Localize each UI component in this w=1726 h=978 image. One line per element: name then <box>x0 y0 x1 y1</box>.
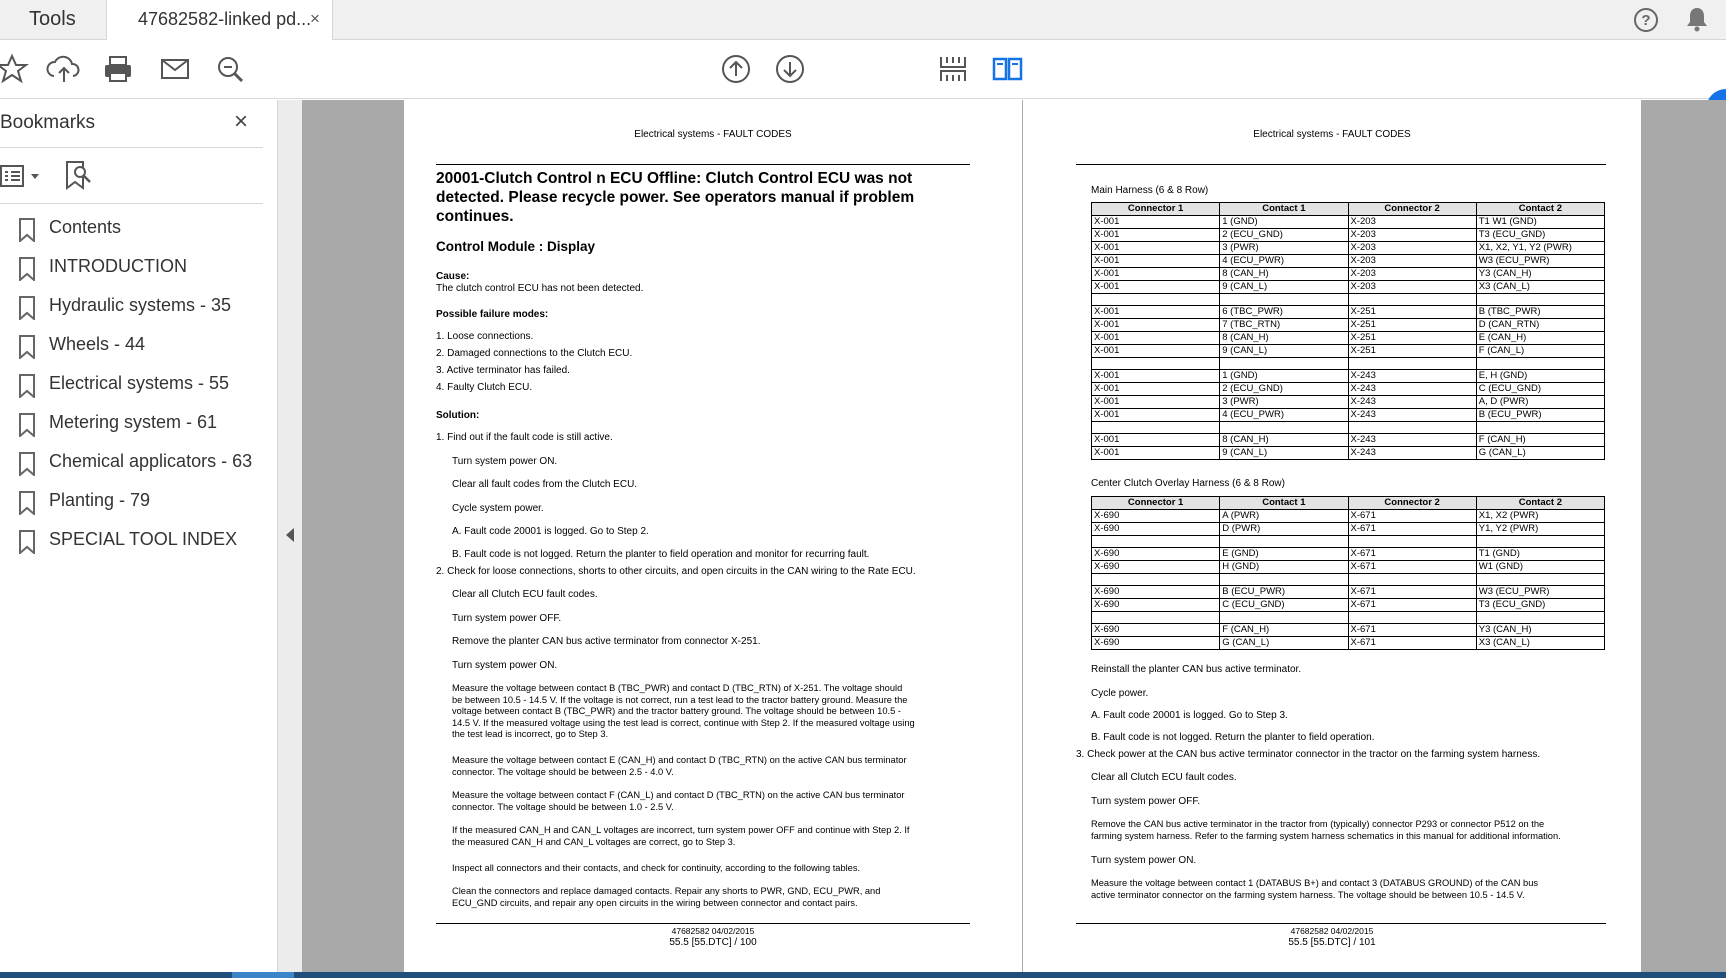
table-row <box>1092 536 1605 548</box>
table-cell: X-001 <box>1092 229 1220 242</box>
bookmark-special-tool-index[interactable] <box>0 525 270 557</box>
table-cell: X-001 <box>1092 216 1220 229</box>
solution-text: Turn system power OFF. <box>452 613 562 624</box>
table-row <box>1092 510 1605 523</box>
collapse-panel-handle[interactable] <box>278 100 302 972</box>
bookmark-icon <box>18 335 36 359</box>
solution-text: Reinstall the planter CAN bus active terminator. <box>1091 664 1302 675</box>
collapse-arrow-icon <box>286 528 294 542</box>
table-cell: 1 (GND) <box>1220 370 1348 383</box>
table-row <box>1092 319 1605 332</box>
bookmarks-panel <box>0 100 278 972</box>
header-rule <box>1076 164 1606 165</box>
table-row <box>1092 396 1605 409</box>
divider <box>0 147 263 148</box>
svg-text:?: ? <box>1641 12 1651 29</box>
table-cell: X-001 <box>1092 409 1220 422</box>
solution-text: Turn system power ON. <box>452 456 558 467</box>
column-header: Connector 1 <box>1092 203 1220 216</box>
table-row <box>1092 255 1605 268</box>
para-line: Measure the voltage between contact 1 (DATABUS B+) and contact 3 (DATABUS GROUND) of the CAN bus <box>1091 878 1539 888</box>
table-cell: X-690 <box>1092 637 1220 650</box>
table-cell: 2 (ECU_GND) <box>1220 383 1348 396</box>
help-icon[interactable] <box>1633 7 1659 33</box>
table-cell: C (ECU_GND) <box>1476 383 1604 396</box>
tab-bar <box>0 0 1726 40</box>
table-cell: W1 (GND) <box>1476 561 1604 574</box>
table-cell: X-251 <box>1348 345 1476 358</box>
header-rule <box>436 164 970 165</box>
bookmark-hydraulic-systems[interactable] <box>0 291 270 323</box>
para-line: Remove the CAN bus active terminator in the tractor from (typically) connector P293 or connector P512 on the <box>1091 819 1545 829</box>
table-cell: E (GND) <box>1220 548 1348 561</box>
table-cell: X-243 <box>1348 447 1476 460</box>
table-cell <box>1092 294 1220 306</box>
para-line: active terminator connector on the farming system harness. The voltage should be between 10.5 - 14.5 V. <box>1091 889 1525 900</box>
column-header: Contact 2 <box>1476 203 1604 216</box>
table-cell: X-001 <box>1092 332 1220 345</box>
solution-text: B. Fault code is not logged. Return the planter to field operation. <box>1091 732 1375 743</box>
table-cell: X-203 <box>1348 255 1476 268</box>
divider <box>0 203 263 204</box>
table-title: Main Harness (6 & 8 Row) <box>1091 185 1209 196</box>
next-page-icon[interactable] <box>770 49 810 89</box>
table-cell: G (CAN_L) <box>1220 637 1348 650</box>
table-cell: F (CAN_H) <box>1220 624 1348 637</box>
bookmark-icon <box>18 296 36 320</box>
table-cell <box>1092 422 1220 434</box>
bookmark-electrical-systems[interactable] <box>0 369 270 401</box>
measure-paragraph <box>452 683 915 741</box>
table-cell: 6 (TBC_PWR) <box>1220 306 1348 319</box>
para-line: farming system harness. Refer to the farming system harness schematics in this manual for additional information. <box>1091 830 1561 841</box>
table-cell: W3 (ECU_PWR) <box>1476 586 1604 599</box>
column-header: Connector 2 <box>1348 497 1476 510</box>
bookmark-label: INTRODUCTION <box>49 256 187 276</box>
print-icon[interactable] <box>98 49 138 89</box>
table-cell: X-690 <box>1092 548 1220 561</box>
table-cell: X-243 <box>1348 409 1476 422</box>
bookmark-label: Wheels - 44 <box>49 334 146 354</box>
table-cell: X-001 <box>1092 255 1220 268</box>
fit-page-icon[interactable] <box>933 49 973 89</box>
table-row <box>1092 281 1605 294</box>
table-cell: X-203 <box>1348 281 1476 294</box>
bookmark-wheels[interactable] <box>0 330 270 362</box>
remove-paragraph <box>1091 819 1561 842</box>
table-cell: X-243 <box>1348 396 1476 409</box>
table-cell: X-001 <box>1092 447 1220 460</box>
solution-text: Turn system power ON. <box>1091 855 1197 866</box>
footer-page-ref: 55.5 [55.DTC] / 101 <box>1288 937 1376 948</box>
column-header: Contact 1 <box>1220 497 1348 510</box>
solution-text: Cycle system power. <box>452 503 544 514</box>
table-row <box>1092 306 1605 319</box>
para-line: Clean the connectors and replace damaged contacts. Repair any shorts to PWR, GND, ECU_PWR, and <box>452 886 881 896</box>
solution-text: Clear all Clutch ECU fault codes. <box>1091 772 1237 783</box>
table-cell: W3 (ECU_PWR) <box>1476 255 1604 268</box>
failure-modes-heading: Possible failure modes: <box>436 309 549 320</box>
notification-bell-icon[interactable] <box>1684 5 1710 33</box>
table-cell: 4 (ECU_PWR) <box>1220 409 1348 422</box>
connector-table-main <box>1091 202 1605 460</box>
email-icon[interactable] <box>155 49 195 89</box>
solution-heading: Solution: <box>436 410 480 421</box>
close-tab-icon[interactable]: × <box>310 9 320 28</box>
table-cell: 1 (GND) <box>1220 216 1348 229</box>
bookmark-metering-system[interactable] <box>0 408 270 440</box>
control-module: Control Module : Display <box>436 239 596 254</box>
solution-text: B. Fault code is not logged. Return the planter to field operation and monitor for recurring fault. <box>452 549 870 560</box>
bookmarks-title: Bookmarks <box>0 112 96 133</box>
table-cell: F (CAN_L) <box>1476 345 1604 358</box>
table-row <box>1092 523 1605 536</box>
table-cell: B (ECU_PWR) <box>1476 409 1604 422</box>
solution-text: A. Fault code 20001 is logged. Go to Step 3. <box>1091 710 1288 721</box>
measure-paragraph <box>452 755 907 778</box>
table-cell <box>1476 536 1604 548</box>
table-cell <box>1220 612 1348 624</box>
table-cell: X-671 <box>1348 637 1476 650</box>
failure-mode: 1. Loose connections. <box>436 331 534 342</box>
measure-paragraph <box>1091 878 1538 901</box>
para-line: the measured CAN_H and CAN_L voltages are correct, go to Step 3. <box>452 836 736 847</box>
table-cell: Y3 (CAN_H) <box>1476 624 1604 637</box>
bookmark-label: Hydraulic systems - 35 <box>49 295 232 315</box>
table-cell: X-203 <box>1348 268 1476 281</box>
table-cell: 8 (CAN_H) <box>1220 332 1348 345</box>
para-line: voltage between contact B (TBC_PWR) and the tractor battery ground. The voltage should be between 10.5 - <box>452 706 901 716</box>
table-cell <box>1220 294 1348 306</box>
table-cell: E (CAN_H) <box>1476 332 1604 345</box>
para-line: connector. The voltage should be between 1.0 - 2.5 V. <box>452 801 674 812</box>
table-cell <box>1476 612 1604 624</box>
table-cell: X-690 <box>1092 586 1220 599</box>
previous-page-icon[interactable] <box>716 49 756 89</box>
table-cell: X-251 <box>1348 306 1476 319</box>
table-row <box>1092 612 1605 624</box>
fault-title-line: 20001-Clutch Control n ECU Offline: Clutch Control ECU was not <box>436 170 913 187</box>
solution-text: Turn system power OFF. <box>1091 796 1201 807</box>
table-row <box>1092 345 1605 358</box>
tab-document[interactable] <box>107 0 333 41</box>
para-line: ECU_GND circuits, and repair any open circuits in the wiring between connector and contact pairs. <box>452 897 858 908</box>
para-line: 14.5 V. If the measured voltage using the test lead is correct, continue with Step 2. If the measured voltage using <box>452 717 915 728</box>
bookmark-contents[interactable] <box>0 213 270 245</box>
para-line: If the measured CAN_H and CAN_L voltages are incorrect, turn system power OFF and continue with Step 2. If <box>452 825 910 835</box>
table-cell <box>1220 536 1348 548</box>
failure-mode: 4. Faulty Clutch ECU. <box>436 382 533 393</box>
para-line: Measure the voltage between contact B (TBC_PWR) and contact D (TBC_RTN) of X-251. The voltage should <box>452 683 903 693</box>
table-cell: 9 (CAN_L) <box>1220 447 1348 460</box>
table-cell <box>1348 422 1476 434</box>
table-cell: E, H (GND) <box>1476 370 1604 383</box>
table-cell: X-671 <box>1348 586 1476 599</box>
table-cell <box>1220 358 1348 370</box>
table-cell: X-001 <box>1092 383 1220 396</box>
table-row <box>1092 599 1605 612</box>
table-cell: X-671 <box>1348 561 1476 574</box>
table-cell: X-001 <box>1092 319 1220 332</box>
table-row <box>1092 447 1605 460</box>
bookmark-label: Planting - 79 <box>49 490 151 510</box>
bookmark-icon <box>18 257 36 281</box>
status-bar <box>0 972 1726 978</box>
table-cell: X-671 <box>1348 523 1476 536</box>
table-cell <box>1476 294 1604 306</box>
footer-doc-id: 47682582 04/02/2015 <box>1290 926 1374 936</box>
table-cell <box>1476 422 1604 434</box>
solution-text: Remove the planter CAN bus active terminator from connector X-251. <box>452 636 761 647</box>
table-cell: T3 (ECU_GND) <box>1476 599 1604 612</box>
table-title: Center Clutch Overlay Harness (6 & 8 Row) <box>1091 478 1285 489</box>
table-row <box>1092 242 1605 255</box>
bookmark-icon <box>18 413 36 437</box>
table-row <box>1092 548 1605 561</box>
fault-title-line: continues. <box>436 208 514 225</box>
table-cell: X-671 <box>1348 624 1476 637</box>
table-cell: Y3 (CAN_H) <box>1476 268 1604 281</box>
close-panel-icon[interactable]: × <box>234 108 249 135</box>
bookmark-icon <box>18 530 36 554</box>
table-row <box>1092 574 1605 586</box>
table-cell <box>1092 612 1220 624</box>
table-row <box>1092 358 1605 370</box>
repair-paragraph <box>452 886 880 909</box>
bookmark-introduction[interactable] <box>0 252 270 284</box>
table-cell: 2 (ECU_GND) <box>1220 229 1348 242</box>
solution-text: Turn system power ON. <box>452 660 558 671</box>
two-page-view-icon[interactable] <box>987 49 1027 89</box>
table-cell: X-001 <box>1092 370 1220 383</box>
table-row <box>1092 332 1605 345</box>
bookmark-icon <box>18 218 36 242</box>
table-row <box>1092 586 1605 599</box>
failure-mode: 3. Active terminator has failed. <box>436 365 570 376</box>
bookmark-label: Chemical applicators - 63 <box>49 451 253 471</box>
table-row <box>1092 561 1605 574</box>
table-cell: T1 W1 (GND) <box>1476 216 1604 229</box>
footer-rule <box>1076 923 1606 924</box>
solution-text: Cycle power. <box>1091 688 1149 699</box>
table-cell: X-243 <box>1348 434 1476 447</box>
table-cell: X-243 <box>1348 383 1476 396</box>
table-cell: 3 (PWR) <box>1220 242 1348 255</box>
table-cell: 9 (CAN_L) <box>1220 345 1348 358</box>
bookmark-options-icon[interactable] <box>0 162 44 190</box>
bookmark-icon <box>18 374 36 398</box>
table-cell <box>1092 536 1220 548</box>
table-cell: 7 (TBC_RTN) <box>1220 319 1348 332</box>
table-cell: X-690 <box>1092 599 1220 612</box>
table-cell: X-671 <box>1348 510 1476 523</box>
bookmark-star-icon[interactable] <box>0 49 32 89</box>
find-bookmark-icon[interactable] <box>64 160 94 190</box>
table-row <box>1092 422 1605 434</box>
inspect-text: Inspect all connectors and their contacts, and check for continuity, according to the following tables. <box>452 863 861 873</box>
measure-paragraph <box>452 825 909 848</box>
tab-document-label: 47682582-linked pd... <box>138 9 312 29</box>
table-cell: X-251 <box>1348 319 1476 332</box>
footer-rule <box>436 923 970 924</box>
footer-doc-id: 47682582 04/02/2015 <box>671 926 755 936</box>
para-line: Measure the voltage between contact E (CAN_H) and contact D (TBC_RTN) on the active CAN bus terminator <box>452 755 907 765</box>
tab-tools[interactable]: Tools <box>0 0 107 40</box>
table-cell: F (CAN_H) <box>1476 434 1604 447</box>
table-row <box>1092 624 1605 637</box>
column-header: Connector 2 <box>1348 203 1476 216</box>
table-row <box>1092 409 1605 422</box>
table-cell: X1, X2 (PWR) <box>1476 510 1604 523</box>
table-cell: 3 (PWR) <box>1220 396 1348 409</box>
table-cell: X-203 <box>1348 229 1476 242</box>
table-cell: X-671 <box>1348 548 1476 561</box>
column-header: Contact 2 <box>1476 497 1604 510</box>
zoom-search-icon[interactable] <box>210 49 250 89</box>
upload-icon[interactable] <box>44 49 84 89</box>
failure-mode: 2. Damaged connections to the Clutch ECU. <box>436 348 633 359</box>
bookmark-icon <box>18 491 36 515</box>
table-cell: X-243 <box>1348 370 1476 383</box>
table-cell: H (GND) <box>1220 561 1348 574</box>
table-cell: X3 (CAN_L) <box>1476 281 1604 294</box>
table-cell: T1 (GND) <box>1476 548 1604 561</box>
table-row <box>1092 294 1605 306</box>
pdf-page-left <box>404 100 1022 972</box>
bookmark-label: SPECIAL TOOL INDEX <box>49 529 238 549</box>
para-line: be between 10.5 - 14.5 V. If the voltage is not correct, run a test lead to the tractor battery ground. Measure the <box>452 694 908 705</box>
table-body <box>1092 216 1605 460</box>
fault-title-line: detected. Please recycle power. See operators manual if problem <box>436 189 915 206</box>
table-cell: A, D (PWR) <box>1476 396 1604 409</box>
table-cell <box>1476 574 1604 586</box>
table-cell: C (ECU_GND) <box>1220 599 1348 612</box>
table-cell <box>1092 574 1220 586</box>
table-cell: X-203 <box>1348 216 1476 229</box>
connector-table-overlay <box>1091 496 1605 650</box>
table-cell: X-203 <box>1348 242 1476 255</box>
cause-heading: Cause: <box>436 271 470 282</box>
table-row <box>1092 229 1605 242</box>
solution-step: 3. Check power at the CAN bus active terminator connector in the tractor on the farming system harness. <box>1076 749 1541 760</box>
table-cell: X-001 <box>1092 281 1220 294</box>
solution-text: Clear all fault codes from the Clutch ECU. <box>452 479 638 490</box>
column-header: Connector 1 <box>1092 497 1220 510</box>
table-cell <box>1092 358 1220 370</box>
bookmark-label: Electrical systems - 55 <box>49 373 230 393</box>
table-cell: X-001 <box>1092 242 1220 255</box>
bookmark-planting[interactable] <box>0 486 270 518</box>
table-cell: X-001 <box>1092 268 1220 281</box>
table-row <box>1092 268 1605 281</box>
table-cell: X3 (CAN_L) <box>1476 637 1604 650</box>
table-cell: B (ECU_PWR) <box>1220 586 1348 599</box>
footer-page-ref: 55.5 [55.DTC] / 100 <box>669 937 757 948</box>
solution-step: 2. Check for loose connections, shorts to other circuits, and open circuits in the CAN wiring to the Rate ECU. <box>436 566 916 577</box>
bookmark-label: Metering system - 61 <box>49 412 218 432</box>
solution-text: A. Fault code 20001 is logged. Go to Step 2. <box>452 526 649 537</box>
table-cell: 8 (CAN_H) <box>1220 434 1348 447</box>
table-cell <box>1348 536 1476 548</box>
table-cell: X-001 <box>1092 345 1220 358</box>
table-cell: 9 (CAN_L) <box>1220 281 1348 294</box>
table-cell: X-001 <box>1092 434 1220 447</box>
table-cell: G (CAN_L) <box>1476 447 1604 460</box>
table-cell: X-001 <box>1092 306 1220 319</box>
table-cell: X-690 <box>1092 561 1220 574</box>
table-row <box>1092 383 1605 396</box>
table-row <box>1092 637 1605 650</box>
para-line: Measure the voltage between contact F (CAN_L) and contact D (TBC_RTN) on the active CAN bus terminator <box>452 790 905 800</box>
table-cell: X1, X2, Y1, Y2 (PWR) <box>1476 242 1604 255</box>
table-cell: 8 (CAN_H) <box>1220 268 1348 281</box>
para-line: connector. The voltage should be between 2.5 - 4.0 V. <box>452 766 674 777</box>
status-highlight <box>232 972 294 978</box>
column-header: Contact 1 <box>1220 203 1348 216</box>
fault-title <box>436 169 914 226</box>
table-cell: X-690 <box>1092 624 1220 637</box>
para-line: the test lead is incorrect, go to Step 3. <box>452 729 609 739</box>
table-cell <box>1348 612 1476 624</box>
table-cell: Y1, Y2 (PWR) <box>1476 523 1604 536</box>
toolbar <box>0 40 1726 99</box>
solution-text: Clear all Clutch ECU fault codes. <box>452 589 598 600</box>
bookmark-icon <box>18 452 36 476</box>
document-viewer[interactable] <box>302 100 1726 972</box>
table-cell: D (CAN_RTN) <box>1476 319 1604 332</box>
table-cell: X-001 <box>1092 396 1220 409</box>
table-cell: X-690 <box>1092 510 1220 523</box>
bookmark-chemical-applicators[interactable] <box>0 447 270 479</box>
table-cell: X-251 <box>1348 332 1476 345</box>
table-cell: X-671 <box>1348 599 1476 612</box>
cause-text: The clutch control ECU has not been detected. <box>436 283 644 294</box>
table-cell <box>1476 358 1604 370</box>
table-row <box>1092 434 1605 447</box>
page-header: Electrical systems - FAULT CODES <box>1253 129 1411 140</box>
table-cell: D (PWR) <box>1220 523 1348 536</box>
table-cell: B (TBC_PWR) <box>1476 306 1604 319</box>
pdf-page-right <box>1023 100 1641 972</box>
page-header: Electrical systems - FAULT CODES <box>634 129 792 140</box>
table-cell <box>1348 294 1476 306</box>
table-cell <box>1348 358 1476 370</box>
table-cell: X-690 <box>1092 523 1220 536</box>
table-cell <box>1220 574 1348 586</box>
table-body <box>1092 510 1605 650</box>
table-row <box>1092 370 1605 383</box>
solution-step: 1. Find out if the fault code is still active. <box>436 432 613 443</box>
measure-paragraph <box>452 790 904 813</box>
table-cell <box>1220 422 1348 434</box>
table-cell: 4 (ECU_PWR) <box>1220 255 1348 268</box>
bookmark-label: Contents <box>49 217 122 237</box>
table-cell: A (PWR) <box>1220 510 1348 523</box>
table-row <box>1092 216 1605 229</box>
table-cell: T3 (ECU_GND) <box>1476 229 1604 242</box>
table-cell <box>1348 574 1476 586</box>
